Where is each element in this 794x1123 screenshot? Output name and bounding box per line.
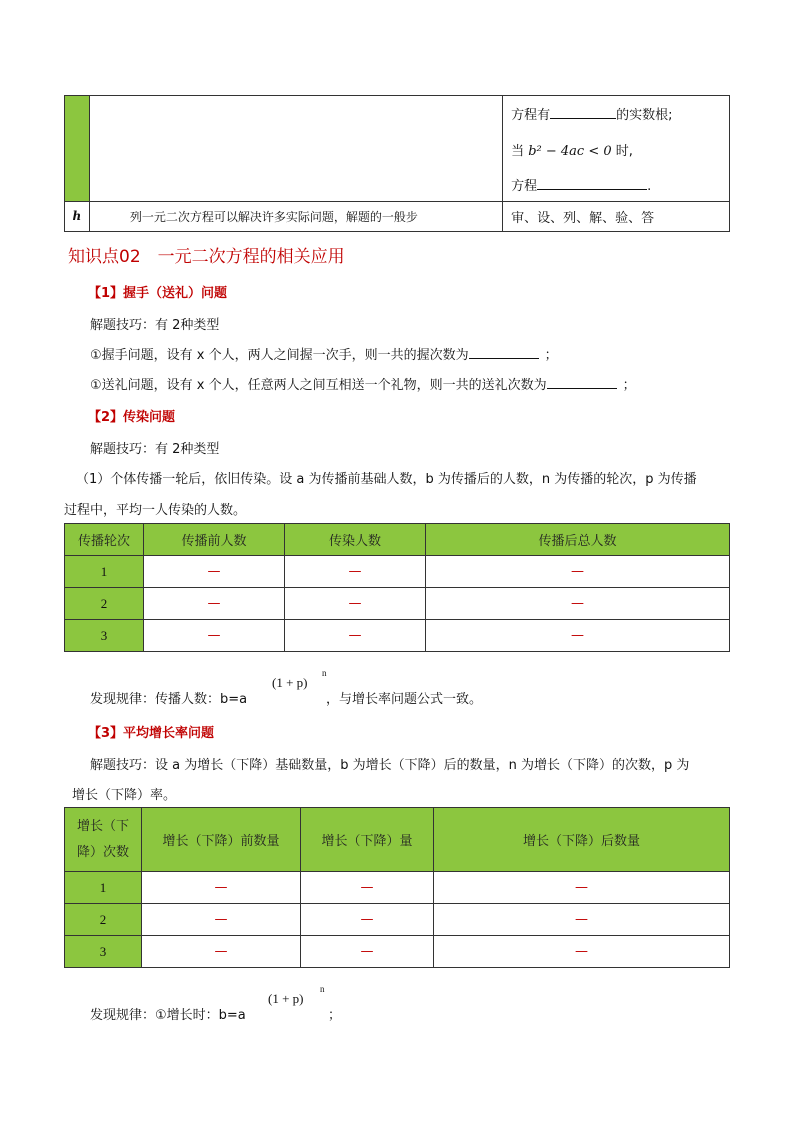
formula-exponent: n bbox=[320, 984, 325, 994]
row-number: 1 bbox=[65, 556, 144, 588]
row-number: 3 bbox=[65, 620, 144, 652]
discriminant-formula: b² − 4ac < 0 bbox=[528, 144, 612, 159]
blank-field bbox=[547, 376, 617, 389]
blank-dash: — bbox=[214, 880, 228, 895]
handshake-question: ①握手问题，设有 x 个人，两人之间握一次手，则一共的握次数为 ； bbox=[90, 348, 558, 363]
part2-desc-line1: （1）个体传播一轮后，依旧传染。设 a 为传播前基础人数，b 为传播后的人数，n 为传播的轮次，p 为传播 bbox=[76, 472, 697, 487]
blank-dash: — bbox=[575, 880, 588, 895]
table-row bbox=[65, 556, 730, 588]
blank-dash: — bbox=[214, 944, 228, 959]
discriminant-line: 当 b² − 4ac < 0 时, bbox=[511, 144, 633, 159]
equation-line: 方程 . bbox=[511, 179, 652, 194]
gift-question: ①送礼问题，设有 x 个人，任意两人之间互相送一个礼物，则一共的送礼次数为 ； bbox=[90, 378, 636, 393]
part3-title: 【3】平均增长率问题 bbox=[88, 726, 215, 741]
table-header: 传播前人数 bbox=[144, 524, 285, 556]
summary-table bbox=[64, 95, 730, 232]
table-header: 传染人数 bbox=[285, 524, 426, 556]
table-row bbox=[65, 904, 730, 936]
row-number: 2 bbox=[65, 904, 142, 936]
growth-formula: (1 + p) bbox=[268, 991, 304, 1006]
table-header: 增长（下降）前数量 bbox=[142, 808, 301, 872]
part2-title: 【2】传染问题 bbox=[88, 410, 176, 425]
table-row bbox=[65, 588, 730, 620]
part2-rule-tail: ，与增长率问题公式一致。 bbox=[326, 692, 483, 707]
row-number: 3 bbox=[65, 936, 142, 968]
part2-tip: 解题技巧：有 2种类型 bbox=[90, 442, 220, 457]
blank-dash: — bbox=[575, 944, 588, 959]
part3-rule: 发现规律：①增长时：b=a bbox=[90, 1008, 246, 1023]
table-row bbox=[65, 936, 730, 968]
blank-field bbox=[550, 106, 616, 119]
table-header: 增长（下 降）次数 bbox=[65, 808, 142, 872]
formula-exponent: n bbox=[322, 668, 327, 678]
section-title: 知识点02 一元二次方程的相关应用 bbox=[68, 247, 345, 267]
green-marker-cell bbox=[65, 96, 90, 202]
part3-tip-line2: 增长（下降）率。 bbox=[72, 788, 177, 803]
blank-dash: — bbox=[214, 912, 228, 927]
table-row bbox=[65, 620, 730, 652]
blank-dash: — bbox=[348, 564, 362, 579]
part2-rule: 发现规律：传播人数：b=a bbox=[90, 692, 248, 707]
summary-right-cell bbox=[503, 96, 730, 202]
blank-dash: — bbox=[571, 628, 584, 643]
table-header: 增长（下降）后数量 bbox=[434, 808, 730, 872]
row-number: 1 bbox=[65, 872, 142, 904]
blank-dash: — bbox=[207, 628, 221, 643]
part1-title: 【1】握手（送礼）问题 bbox=[88, 286, 228, 301]
part3-rule-tail: ； bbox=[328, 1008, 342, 1023]
blank-field bbox=[469, 346, 539, 359]
part2-desc-line2: 过程中，平均一人传染的人数。 bbox=[64, 503, 247, 518]
blank-dash: — bbox=[207, 564, 221, 579]
table-header: 传播后总人数 bbox=[426, 524, 730, 556]
growth-formula: (1 + p) bbox=[272, 675, 308, 690]
table-header: 传播轮次 bbox=[65, 524, 144, 556]
growth-rate-table bbox=[64, 807, 730, 968]
blank-dash: — bbox=[360, 880, 374, 895]
summary-middle-cell bbox=[89, 96, 502, 202]
blank-dash: — bbox=[207, 596, 221, 611]
blank-dash: — bbox=[571, 596, 584, 611]
table-row bbox=[65, 872, 730, 904]
blank-field bbox=[537, 177, 647, 190]
blank-dash: — bbox=[348, 628, 362, 643]
row-number: 2 bbox=[65, 588, 144, 620]
blank-dash: — bbox=[348, 596, 362, 611]
infection-table bbox=[64, 523, 730, 652]
steps-description-cell: 列一元二次方程可以解决许多实际问题，解题的一般步 bbox=[89, 202, 502, 232]
row-marker-cell: h bbox=[65, 202, 90, 232]
part3-tip-line1: 解题技巧：设 a 为增长（下降）基础数量，b 为增长（下降）后的数量，n 为增长（下降）的次数，p 为 bbox=[90, 758, 690, 773]
real-roots-line: 方程有 的实数根; bbox=[511, 108, 673, 123]
blank-dash: — bbox=[575, 912, 588, 927]
blank-dash: — bbox=[360, 944, 374, 959]
table-header: 增长（下降）量 bbox=[301, 808, 434, 872]
blank-dash: — bbox=[571, 564, 584, 579]
steps-cell: 审、设、列、解、验、答 bbox=[503, 202, 730, 232]
blank-dash: — bbox=[360, 912, 374, 927]
part1-tip: 解题技巧：有 2种类型 bbox=[90, 318, 220, 333]
